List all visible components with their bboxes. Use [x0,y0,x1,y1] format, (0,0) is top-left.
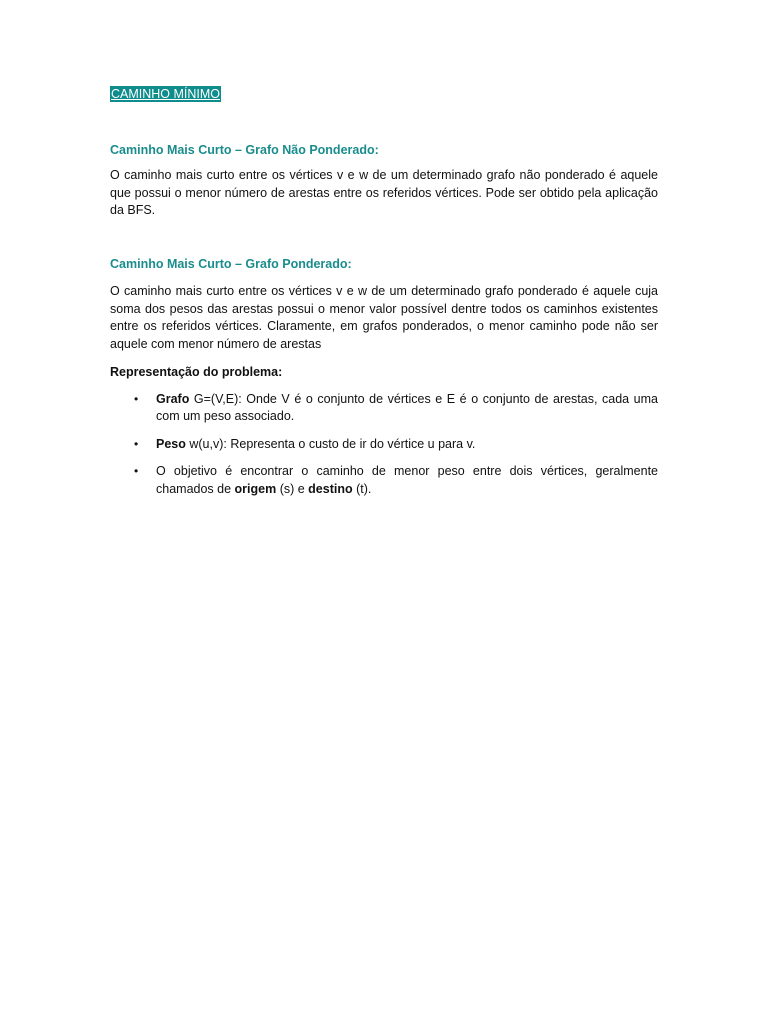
page-title: CAMINHO MÍNIMO [111,87,221,101]
document-page [110,86,658,508]
description-peso: w(u,v): Representa o custo de ir do vértice u para v. [185,436,476,451]
objective-mid: (s) e [276,481,309,496]
paragraph-unweighted: O caminho mais curto entre os vértices v e w de um determinado grafo não ponderado é aquele que possui o menor número de arestas entre os referidos vértices. Pode ser obtido pela aplicação da BFS. [110,168,658,217]
term-origem: origem [234,481,277,496]
bullet-icon: • [134,391,139,406]
list-item-peso [134,436,658,454]
section-heading-unweighted: Caminho Mais Curto – Grafo Não Ponderado: [110,142,379,157]
representation-list [110,391,658,499]
bullet-icon: • [134,436,139,451]
term-destino: destino [308,481,353,496]
list-item-grafo [134,391,658,426]
list-item-objetivo [134,463,658,498]
objective-text: O objetivo é encontrar o caminho de menor peso entre dois vértices, geralmente chamados de [156,464,658,496]
objective-end: (t). [352,481,372,496]
paragraph-weighted: O caminho mais curto entre os vértices v e w de um determinado grafo ponderado é aquele cuja soma dos pesos das arestas possui o menor valor possível dentre todos os caminhos existentes entre os referidos vértices. Claramente, em grafos ponderados, o menor caminho pode não ser aquele com menor número de arestas [110,284,658,351]
representation-label: Representação do problema: [110,365,283,379]
term-grafo: Grafo [156,391,190,406]
term-peso: Peso [156,436,186,451]
description-grafo: G=(V,E): Onde V é o conjunto de vértices e E é o conjunto de arestas, cada uma com um peso associado. [156,391,658,423]
bullet-icon: • [134,464,139,478]
section-heading-weighted: Caminho Mais Curto – Grafo Ponderado: [110,256,352,271]
